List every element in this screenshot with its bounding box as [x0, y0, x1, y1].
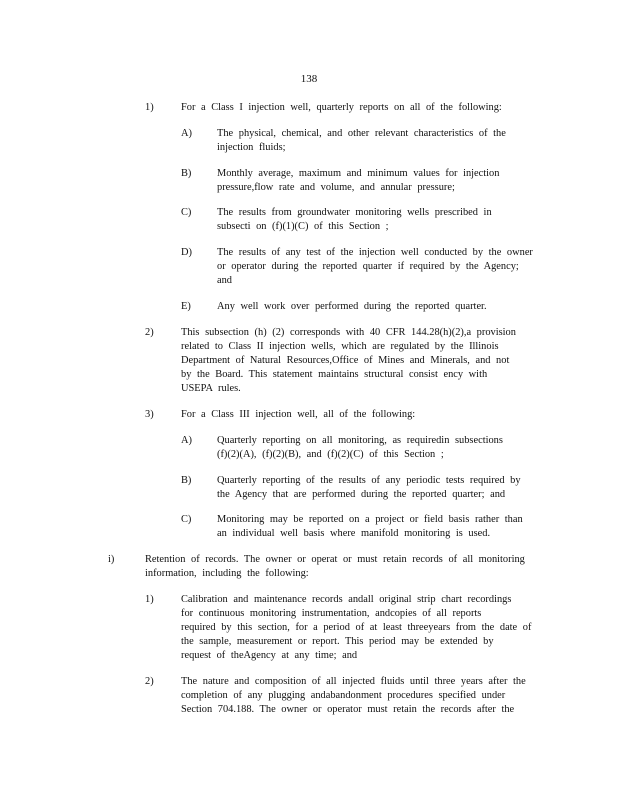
- item-label: B): [181, 168, 192, 179]
- item-text-line: information, including the following:: [145, 568, 309, 579]
- item-text-line: subsecti on (f)(1)(C) of this Section ;: [217, 221, 389, 232]
- item-text-line: injection fluids;: [217, 142, 286, 153]
- item-text-line: request of theAgency at any time; and: [181, 650, 358, 661]
- item-text-line: The results of any test of the injection well conducted by the owner: [217, 247, 533, 258]
- item-label: C): [181, 514, 192, 525]
- item-text-line: pressure,flow rate and volume, and annular pressure;: [217, 182, 455, 193]
- item-text-line: an individual well basis where manifold monitoring is used.: [217, 528, 491, 539]
- item-text-line: and: [217, 275, 233, 286]
- item-text-line: Section 704.188. The owner or operator must retain the records after the: [181, 704, 515, 715]
- item-label: 1): [145, 594, 154, 605]
- item-label: A): [181, 128, 192, 139]
- item-text-line: Quarterly reporting on all monitoring, as requiredin subsections: [217, 435, 503, 446]
- item-text-line: (f)(2)(A), (f)(2)(B), and (f)(2)(C) of this Section ;: [217, 449, 444, 460]
- item-label: 2): [145, 327, 154, 338]
- item-text-line: Monitoring may be reported on a project or field basis rather than: [217, 514, 523, 525]
- item-text-line: Quarterly reporting of the results of any periodic tests required by: [217, 475, 521, 486]
- item-text-line: For a Class III injection well, all of the following:: [181, 409, 416, 420]
- item-text-line: Retention of records. The owner or operat or must retain records of all monitoring: [145, 554, 525, 565]
- item-text-line: by the Board. This statement maintains structural consist ency with: [181, 369, 488, 380]
- item-text-line: This subsection (h) (2) corresponds with 40 CFR 144.28(h)(2),a provision: [181, 327, 516, 338]
- item-label: A): [181, 435, 192, 446]
- page-number: 138: [300, 73, 318, 85]
- item-text-line: required by this section, for a period of at least threeyears from the date of: [181, 622, 532, 633]
- item-text-line: The nature and composition of all injected fluids until three years after the: [181, 676, 526, 687]
- item-text-line: the sample, measurement or report. This period may be extended by: [181, 636, 494, 647]
- item-label: C): [181, 207, 192, 218]
- item-text-line: completion of any plugging andabandonment procedures specified under: [181, 690, 506, 701]
- item-text-line: Department of Natural Resources,Office of Mines and Minerals, and not: [181, 355, 510, 366]
- item-text-line: Any well work over performed during the reported quarter.: [217, 301, 487, 312]
- item-text-line: USEPA rules.: [181, 383, 241, 394]
- item-text-line: The results from groundwater monitoring wells prescribed in: [217, 207, 492, 218]
- item-text-line: For a Class I injection well, quarterly reports on all of the following:: [181, 102, 502, 113]
- item-text-line: the Agency that are performed during the reported quarter; and: [217, 489, 506, 500]
- item-label: 2): [145, 676, 154, 687]
- item-label: 1): [145, 102, 154, 113]
- item-text-line: or operator during the reported quarter if required by the Agency;: [217, 261, 519, 272]
- item-label: B): [181, 475, 192, 486]
- item-text-line: Calibration and maintenance records andall original strip chart recordings: [181, 594, 512, 605]
- item-text-line: related to Class II injection wells, which are regulated by the Illinois: [181, 341, 499, 352]
- item-label: i): [108, 554, 115, 565]
- item-label: D): [181, 247, 192, 258]
- item-label: E): [181, 301, 191, 312]
- item-text-line: for continuous monitoring instrumentation, andcopies of all reports: [181, 608, 482, 619]
- item-text-line: The physical, chemical, and other relevant characteristics of the: [217, 128, 506, 139]
- item-text-line: Monthly average, maximum and minimum values for injection: [217, 168, 500, 179]
- item-label: 3): [145, 409, 154, 420]
